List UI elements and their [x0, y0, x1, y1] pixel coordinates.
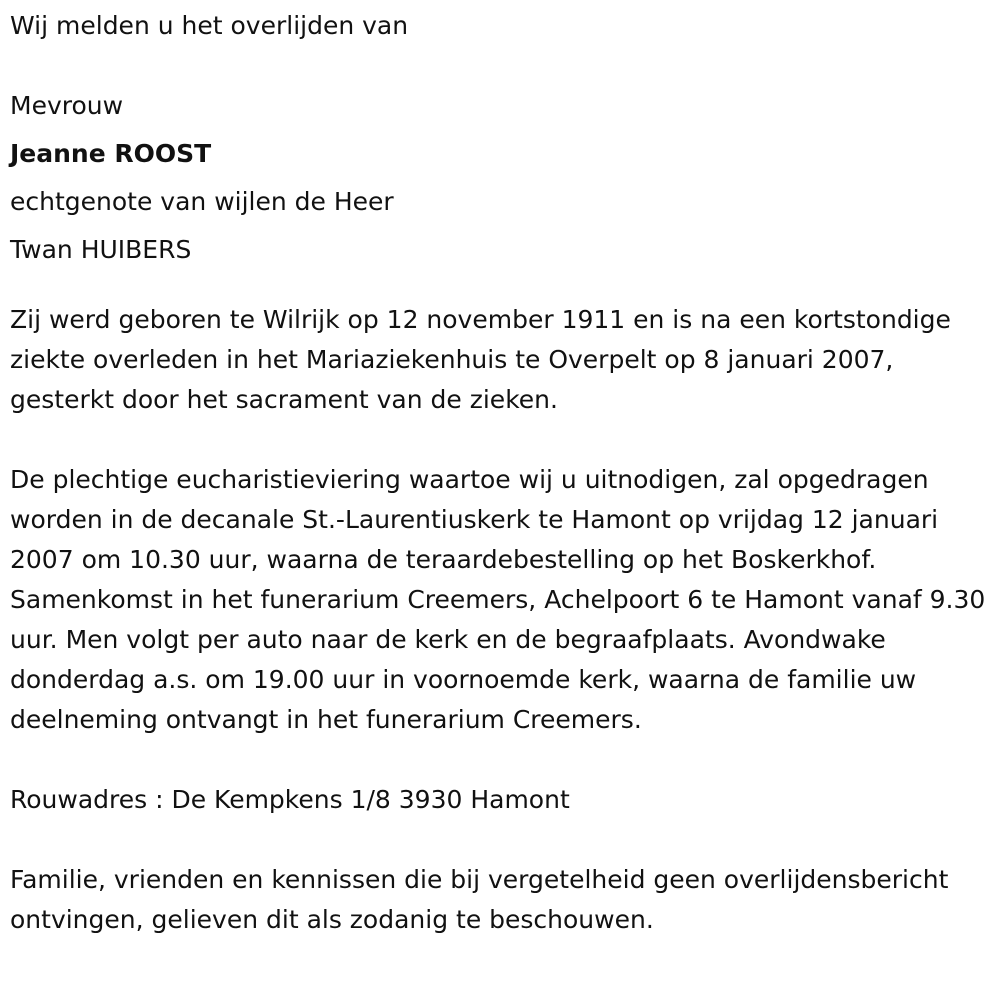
- birth-death-paragraph: Zij werd geboren te Wilrijk op 12 november 1911 en is na een kortstondige ziekte overleden in het Mariaziekenhuis te Overpelt op 8 januari 2007, gesterkt door het sacrament van de zieken.: [10, 305, 951, 414]
- deceased-name: Jeanne ROOST: [10, 139, 212, 168]
- address-line: Rouwadres : De Kempkens 1/8 3930 Hamont: [10, 785, 570, 814]
- relation-line: echtgenote van wijlen de Heer: [10, 187, 394, 216]
- ceremony-paragraph: De plechtige eucharistieviering waartoe wij u uitnodigen, zal opgedragen worden in de decanale St.-Laurentiuskerk te Hamont op vrijdag 12 januari 2007 om 10.30 uur, waarna de teraardebestelling op het Boskerkhof. Samenkomst in het funerarium Creemers, Achelpoort 6 te Hamont vanaf 9.30 uur. Men volgt per auto naar de kerk en de begraafplaats. Avondwake donderdag a.s. om 19.00 uur in voornoemde kerk, waarna de familie uw deelneming ontvangt in het funerarium Creemers.: [10, 465, 986, 734]
- spacer: [10, 50, 995, 82]
- spacer: [10, 820, 995, 860]
- spacer: [10, 274, 995, 300]
- spacer: [10, 420, 995, 460]
- spouse-name: Twan HUIBERS: [10, 235, 192, 264]
- intro-line: Wij melden u het overlijden van: [10, 11, 409, 40]
- spacer: [10, 740, 995, 780]
- obituary-notice: [10, 0, 995, 940]
- closing-paragraph: Familie, vrienden en kennissen die bij vergetelheid geen overlijdensbericht ontvingen, gelieven dit als zodanig te beschouwen.: [10, 865, 949, 934]
- honorific: Mevrouw: [10, 91, 124, 120]
